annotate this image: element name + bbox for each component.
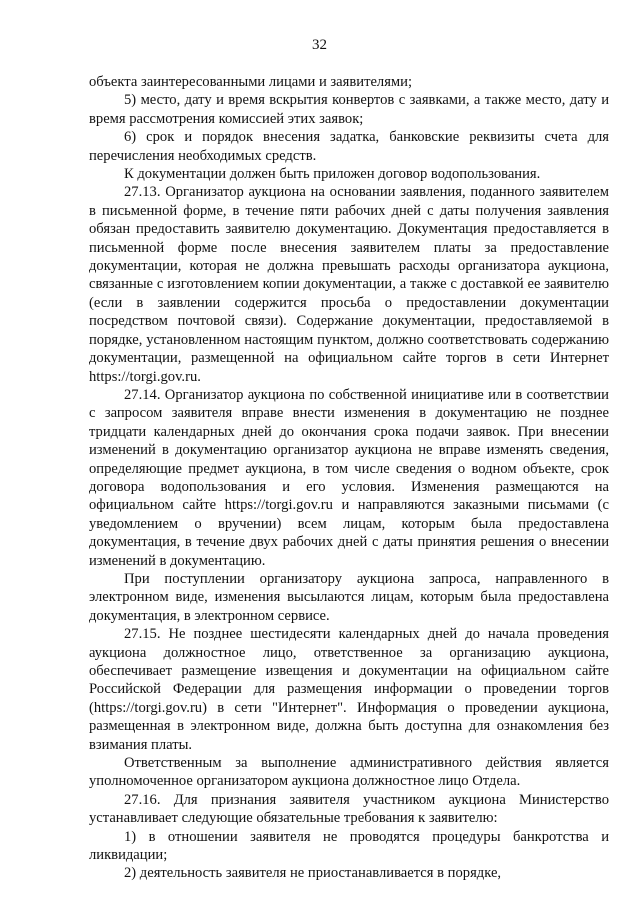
paragraph: объекта заинтересованными лицами и заявителями; <box>89 74 413 90</box>
paragraph: 6) срок и порядок внесения задатка, банковские реквизиты счета для перечисления необходимых средств. <box>89 129 609 164</box>
page-number: 32 <box>312 37 327 53</box>
paragraph: 27.16. Для признания заявителя участником аукциона Министерство устанавливает следующие обязательные требования к заявителю: <box>89 791 609 827</box>
document-body <box>89 73 609 883</box>
paragraph: При поступлении организатору аукциона запроса, направленного в электронном виде, изменения высылаются лицам, которым была предоставлена документация, в электронном сервисе. <box>89 570 609 624</box>
paragraph: 5) место, дату и время вскрытия конвертов с заявками, а также место, дату и время рассмотрения комиссией этих заявок; <box>89 92 609 127</box>
paragraph: 27.13. Организатор аукциона на основании заявления, поданного заявителем в письменной форме, в течение пяти рабочих дней с даты получения заявления обязан предоставить заявителю документацию. Документация предоставляется в письменной форме после внесения заявителем платы за предоставление документации, которая не должна превышать расходы организатора аукциона, связанные с изготовлением копии документации, а также с доставкой ее заявителю (если в заявлении содержится просьба о предоставлении документации посредством почтовой связи). Содержание документации, предоставляемой в порядке, установленном настоящим пунктом, должно соответствовать содержанию документации, размещенной на официальном сайте торгов в сети Интернет https://torgi.gov.ru. <box>89 184 609 385</box>
paragraph: 27.15. Не позднее шестидесяти календарных дней до начала проведения аукциона должностное лицо, ответственное за организацию аукциона, обеспечивает размещение извещения и документации на официальном сайте Российской Федерации для размещения информации о проведении торгов (https://torgi.gov.ru) в сети "Интернет". Информация о проведении аукциона, размещенная в электронном виде, должна быть доступна для ознакомления без взимания платы. <box>89 626 609 753</box>
paragraph: Ответственным за выполнение административного действия является уполномоченное организатором аукциона должностное лицо Отдела. <box>89 755 609 790</box>
paragraph: 1) в отношении заявителя не проводятся процедуры банкротства и ликвидации; <box>89 828 609 864</box>
paragraph: К документации должен быть приложен договор водопользования. <box>124 166 541 183</box>
paragraph: 2) деятельность заявителя не приостанавливается в порядке, <box>124 865 502 882</box>
paragraph: 27.14. Организатор аукциона по собственной инициативе или в соответствии с запросом заявителя вправе внести изменения в документацию не позднее тридцати календарных дней до окончания срока подачи заявок. При внесении изменений в документацию организатор аукциона не вправе изменять сведения, определяющие предмет аукциона, в том числе сведения о водном объекте, срок договора водопользования и его условия. Изменения размещаются на официальном сайте https://torgi.gov.ru и направляются заказными письмами (с уведомлением о вручении) всем лицам, которым была предоставлена документация, в течение двух рабочих дней с даты принятия решения о внесении изменений в документацию. <box>89 386 609 569</box>
